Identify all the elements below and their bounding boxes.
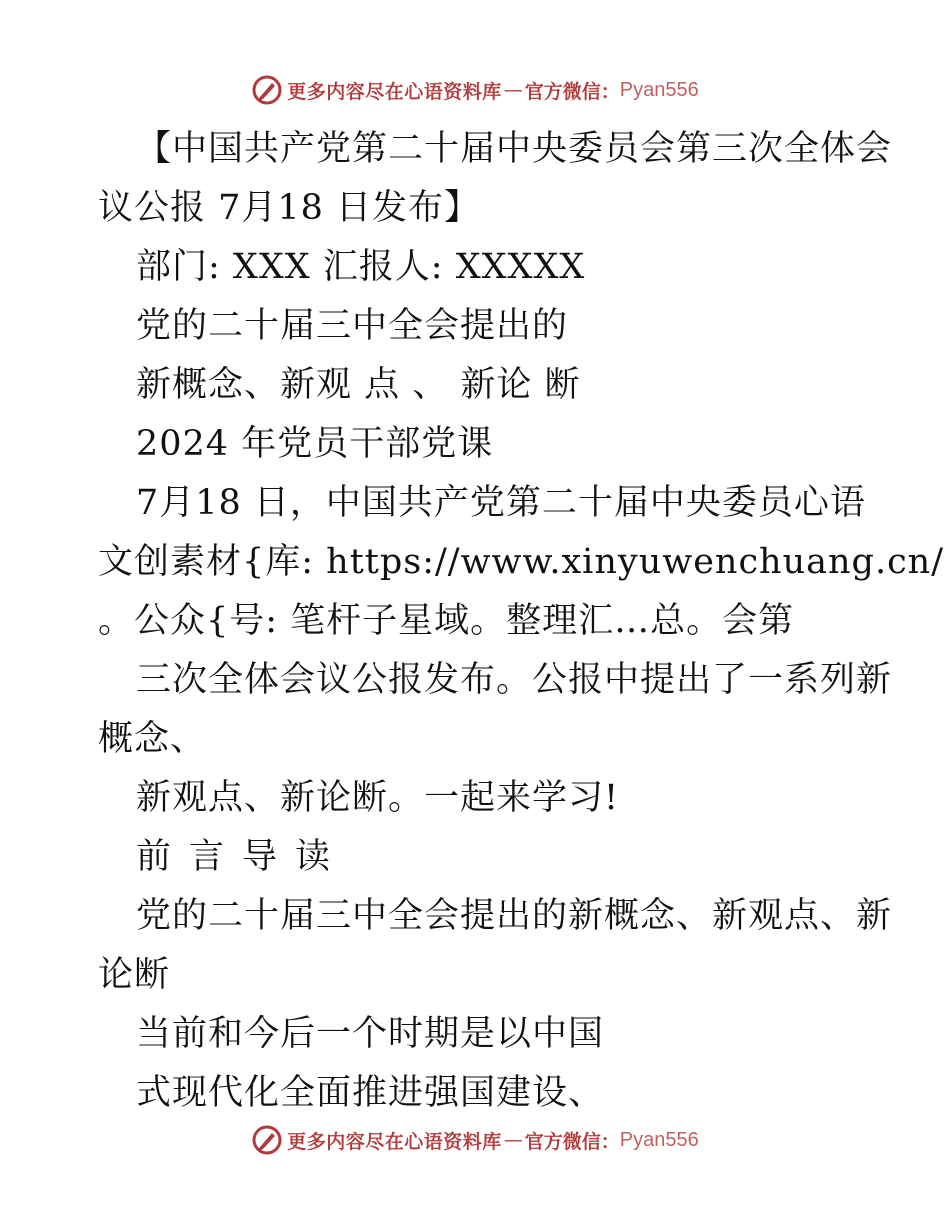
paragraph-line: 当前和今后一个时期是以中国 xyxy=(136,1014,605,1054)
paragraph-line: 三次全体会议公报发布。公报中提出了一系列新 xyxy=(136,660,893,700)
title-line-2: 议公报 7月18 日发布】 xyxy=(98,188,481,228)
title-line-1: 【中国共产党第二十届中央委员会第三次全体会 xyxy=(136,129,893,169)
banner-separator: — xyxy=(503,1129,523,1151)
banner-wechat-label: 官方微信： xyxy=(524,80,620,103)
course-line: 2024 年党员干部党课 xyxy=(136,424,494,464)
banner-text: 更多内容尽在心语资料库 xyxy=(287,80,502,103)
footer-watermark-banner xyxy=(0,1120,950,1160)
banner-wechat-id: Pyan556 xyxy=(619,1128,699,1151)
subtitle-line-1: 党的二十届三中全会提出的 xyxy=(136,306,569,346)
paragraph-line: 文创素材{库: https://www.xinyuwenchuang.cn/ xyxy=(98,542,945,582)
paragraph-line: 党的二十届三中全会提出的新概念、新观点、新 xyxy=(136,896,893,936)
paragraph-line: 论断 xyxy=(98,955,171,995)
banner-text: 更多内容尽在心语资料库 xyxy=(287,1130,502,1153)
paragraph-line: 概念、 xyxy=(98,719,207,759)
banner-wechat-label: 官方微信： xyxy=(524,1130,620,1153)
document-body xyxy=(98,120,945,1123)
paragraph-line: 新观点、新论断。一起来学习! xyxy=(136,778,620,818)
pen-seal-icon xyxy=(251,1124,283,1156)
paragraph-line: 式现代化全面推进强国建设、 xyxy=(136,1073,605,1113)
paragraph-line: 。公众{号: 笔杆子星域。整理汇…总。会第 xyxy=(98,601,795,641)
banner-wechat-id: Pyan556 xyxy=(619,78,699,101)
paragraph-line: 7月18 日，中国共产党第二十届中央委员心语 xyxy=(136,483,866,523)
section-heading: 前言导读 xyxy=(136,837,349,877)
pen-seal-icon xyxy=(251,74,283,106)
department-reporter-line: 部门: XXX 汇报人: XXXXX xyxy=(136,247,586,287)
subtitle-line-2: 新概念、新观 点 、 新论 断 xyxy=(136,365,581,405)
banner-separator: — xyxy=(503,79,523,101)
header-watermark-banner xyxy=(0,70,950,110)
